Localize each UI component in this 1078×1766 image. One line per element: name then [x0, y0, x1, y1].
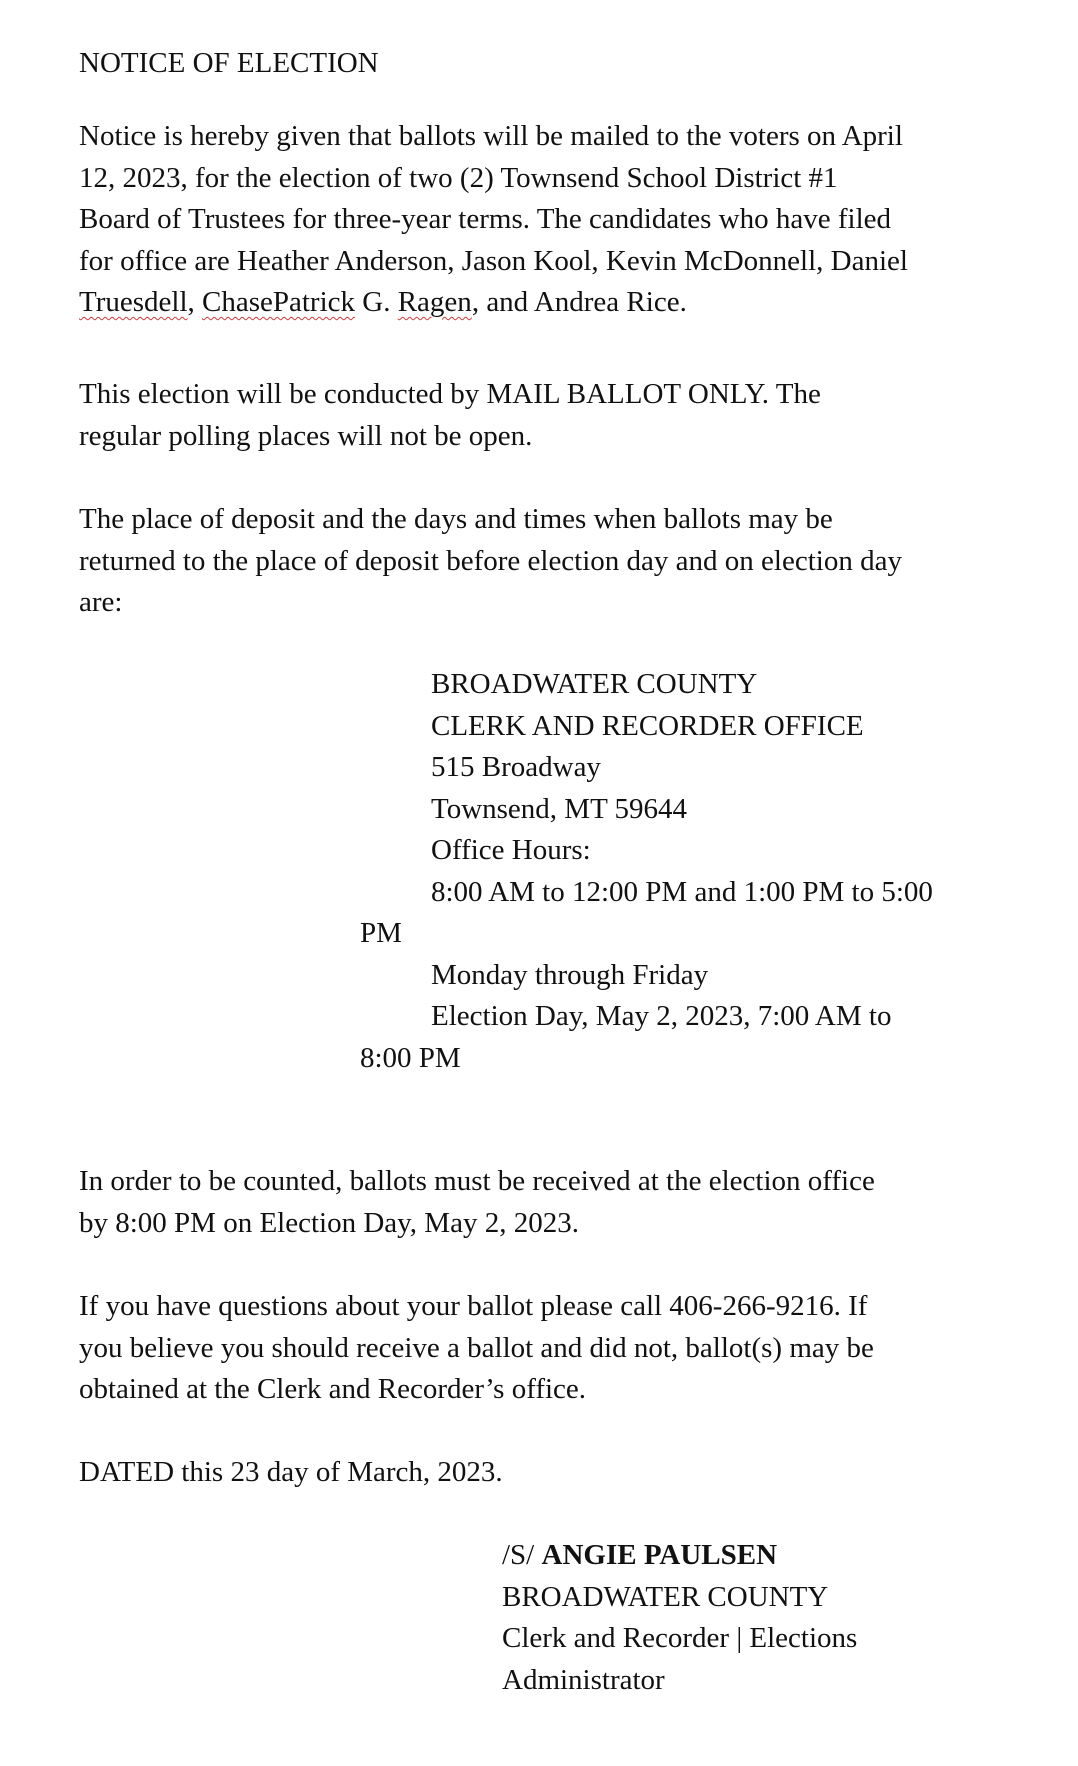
election-day-hours: Election Day, May 2, 2023, 7:00 AM to	[431, 1000, 892, 1032]
paragraph-line: obtained at the Clerk and Recorder’s office.	[79, 1373, 587, 1405]
candidates-line	[79, 282, 908, 324]
paragraph-line: regular polling places will not be open.	[79, 419, 533, 452]
notice-title	[79, 43, 379, 85]
deposit-office: CLERK AND RECORDER OFFICE	[431, 709, 864, 742]
mail-ballot-paragraph	[79, 374, 821, 457]
signature-line	[502, 1535, 857, 1577]
separator-text: ,	[187, 286, 202, 318]
separator-text: G.	[355, 286, 398, 318]
signature-block	[502, 1535, 857, 1701]
paragraph-line: The place of deposit and the days and times when ballots may be	[79, 503, 833, 535]
dated-line	[79, 1452, 503, 1494]
paragraph-line: Notice is hereby given that ballots will be mailed to the voters on April	[79, 120, 903, 152]
election-day-hours-cont: 8:00 PM	[360, 1041, 461, 1074]
title-text: NOTICE OF ELECTION	[79, 47, 379, 79]
paragraph-line: by 8:00 PM on Election Day, May 2, 2023.	[79, 1206, 579, 1239]
paragraph-line: are:	[79, 586, 123, 618]
candidate-ragen: Ragen	[397, 286, 472, 318]
deposit-city: Townsend, MT 59644	[431, 792, 688, 825]
deposit-street: 515 Broadway	[431, 751, 601, 783]
deposit-address-block	[360, 664, 933, 1079]
paragraph-line: returned to the place of deposit before election day and on election day	[79, 544, 902, 577]
ballot-deadline-paragraph	[79, 1161, 875, 1244]
paragraph-line: you believe you should receive a ballot and did not, ballot(s) may be	[79, 1331, 874, 1364]
paragraph-line: Board of Trustees for three-year terms. The candidates who have filed	[79, 203, 892, 235]
signer-name: ANGIE PAULSEN	[541, 1539, 778, 1571]
paragraph-line: This election will be conducted by MAIL BALLOT ONLY. The	[79, 378, 821, 410]
candidate-truesdell: Truesdell	[79, 286, 188, 318]
signer-role: Clerk and Recorder | Elections	[502, 1622, 858, 1654]
office-hours-times-cont: PM	[360, 917, 402, 949]
office-days: Monday through Friday	[431, 958, 709, 991]
office-hours-label: Office Hours:	[431, 834, 591, 866]
deposit-county: BROADWATER COUNTY	[431, 668, 758, 700]
ballot-mailing-paragraph	[79, 116, 908, 324]
signer-county: BROADWATER COUNTY	[502, 1580, 829, 1613]
questions-paragraph	[79, 1286, 874, 1411]
candidate-chasepatrick: ChasePatrick	[202, 286, 356, 318]
paragraph-line: In order to be counted, ballots must be received at the election office	[79, 1165, 875, 1197]
paragraph-line: If you have questions about your ballot please call 406-266-9216. If	[79, 1290, 868, 1322]
candidates-tail: , and Andrea Rice.	[471, 286, 687, 318]
paragraph-line: 12, 2023, for the election of two (2) Townsend School District #1	[79, 161, 838, 194]
signer-role-cont: Administrator	[502, 1663, 665, 1696]
paragraph-line: for office are Heather Anderson, Jason Kool, Kevin McDonnell, Daniel	[79, 244, 908, 277]
office-hours-times: 8:00 AM to 12:00 PM and 1:00 PM to 5:00	[431, 875, 933, 908]
dated-text: DATED this 23 day of March, 2023.	[79, 1456, 503, 1488]
place-of-deposit-paragraph	[79, 499, 902, 624]
signature-prefix: /S/	[502, 1539, 542, 1571]
